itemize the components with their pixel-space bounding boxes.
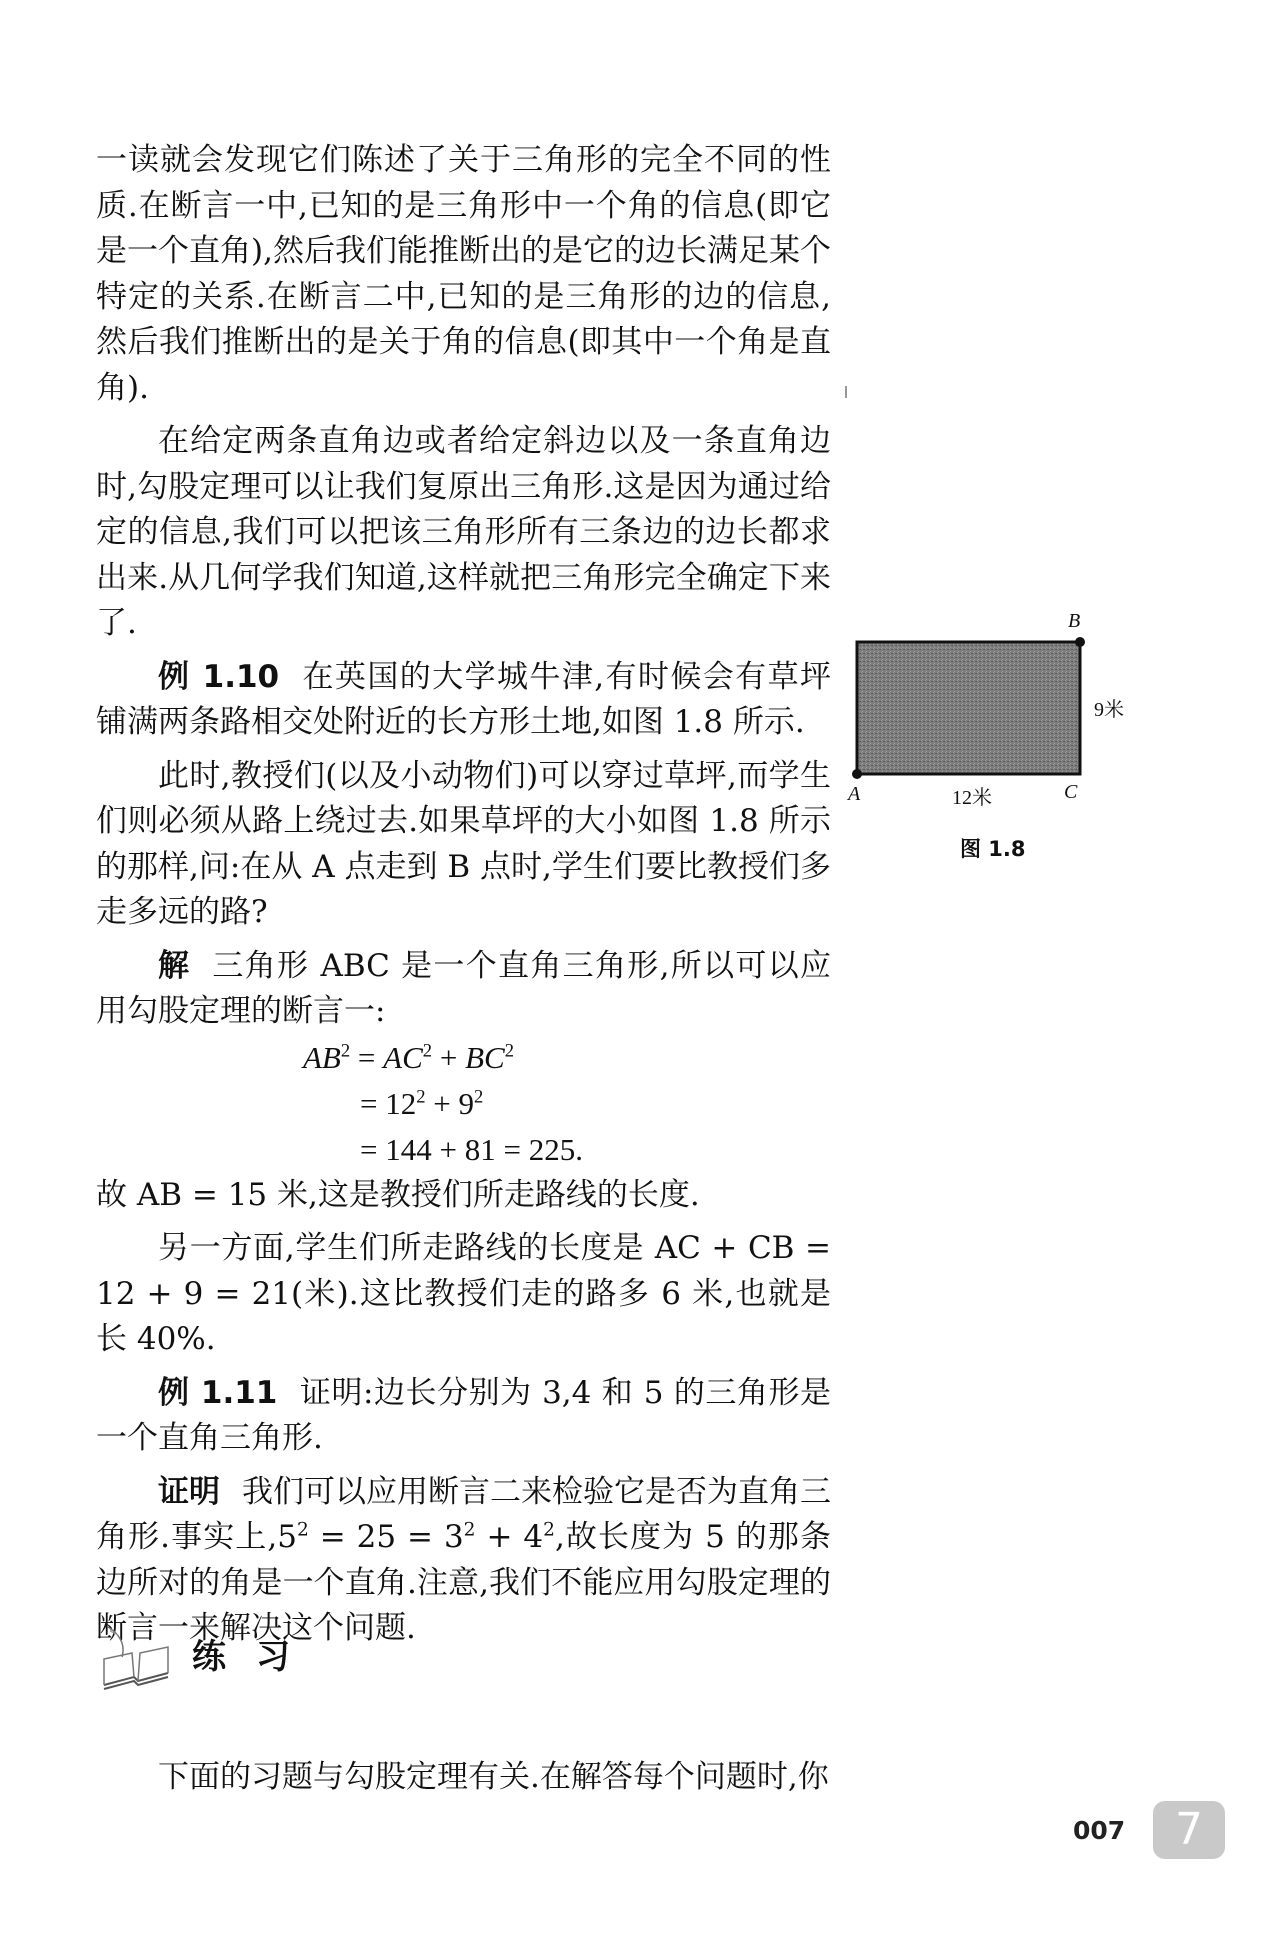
page-number: 007 [1073, 1816, 1126, 1845]
lawn-diagram [840, 605, 1130, 865]
figure-caption: 图 1.8 [960, 837, 1026, 861]
equation-line-1: $AB^2 = AC^2 + BC^2$ [303, 1039, 514, 1075]
example-1-10 [96, 655, 831, 746]
page-tab: 7 [1153, 1801, 1225, 1859]
paragraph-4: 另一方面,学生们所走路线的长度是 AC + CB = 12 + 9 = 21(米).这比教授们走的路多 6 米,也就是长 40%. [96, 1230, 831, 1357]
book-quill-icon [96, 1623, 186, 1703]
label-c: C [1064, 781, 1078, 803]
exercise-intro-block [96, 1755, 831, 1801]
example-text: 在英国的大学城牛津,有时候会有草坪铺满两条路相交处附近的长方形土地,如图 1.8 所示. [96, 658, 831, 740]
example-label: 例 1.11 [158, 1374, 278, 1411]
proof-label: 证明 [158, 1473, 220, 1510]
lawn-rectangle [857, 642, 1080, 774]
width-label: 12米 [952, 787, 992, 809]
paragraph-3: 此时,教授们(以及小动物们)可以穿过草坪,而学生们则必须从路上绕过去.如果草坪的大小如图 1.8 所示的那样,问:在从 A 点走到 B 点时,学生们要比教授们多走多远的路? [96, 757, 831, 930]
exercise-intro: 下面的习题与勾股定理有关.在解答每个问题时,你 [158, 1759, 829, 1795]
paragraph-2: 在给定两条直角边或者给定斜边以及一条直角边时,勾股定理可以让我们复原出三角形.这是因为通过给定的信息,我们可以把该三角形所有三条边的边长都求出来.从几何学我们知道,这样就把三角形完全确定下来了. [96, 423, 831, 641]
point-a [852, 769, 862, 779]
example-1-11 [96, 1371, 831, 1462]
equation-line-3: = 144 + 81 = 225. [360, 1131, 583, 1167]
paragraph-1: 一读就会发现它们陈述了关于三角形的完全不同的性质.在断言一中,已知的是三角形中一个角的信息(即它是一个直角),然后我们能推断出的是它的边长满足某个特定的关系.在断言二中,已知的是三角形的边的信息,然后我们推断出的是关于角的信息(即其中一个角是直角). [96, 142, 831, 406]
equation-block [96, 1035, 831, 1173]
example-label: 例 1.10 [158, 658, 280, 695]
label-b: B [1068, 610, 1081, 632]
margin-mark [845, 386, 847, 398]
solution-label: 解 [158, 947, 191, 984]
equation-line-2: = $12^2 + 9^2$ [360, 1085, 484, 1121]
exercise-header [96, 1623, 376, 1703]
figure-1-8 [840, 605, 1130, 865]
conclusion: 故 AB = 15 米,这是教授们所走路线的长度. [96, 1176, 700, 1213]
label-a: A [848, 783, 861, 805]
example-text: 证明:边长分别为 3,4 和 5 的三角形是一个直角三角形. [96, 1374, 832, 1456]
proof: 证明 我们可以应用断言二来检验它是否为直角三角形.事实上$,5^2 = 25 = 3^2 + 4^2$,故长度为 5 的那条边所对的角是一个直角.注意,我们不能应用勾股定理的断言一来解决这个问题. [96, 1473, 831, 1646]
height-label: 9米 [1094, 699, 1124, 721]
exercise-title: 练习 [192, 1637, 320, 1677]
point-b [1075, 637, 1085, 647]
solution [96, 944, 831, 1035]
solution-text: 三角形 ABC 是一个直角三角形,所以可以应用勾股定理的断言一: [96, 947, 832, 1029]
main-text [96, 138, 831, 1652]
